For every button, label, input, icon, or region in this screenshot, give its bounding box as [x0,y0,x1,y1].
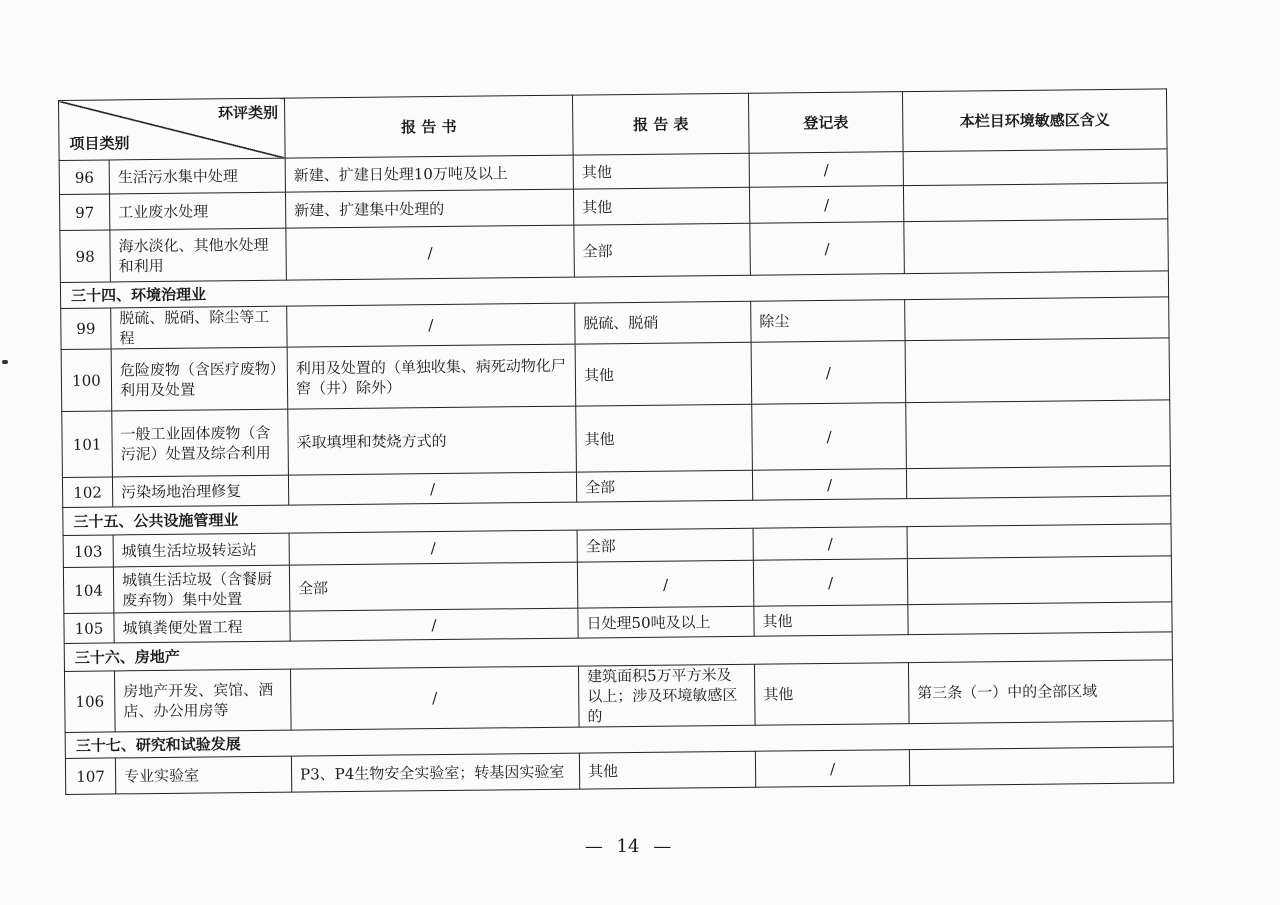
category-title: 三十六、房地产 [64,632,1172,672]
row-number: 100 [61,349,112,412]
project-name: 房地产开发、宾馆、酒店、办公用房等 [114,669,291,732]
category-title: 三十七、研究和试验发展 [65,721,1173,759]
category-title: 三十五、公共设施管理业 [63,496,1171,536]
register-cell: / [755,750,909,788]
sensitive-area-cell [905,338,1170,403]
report-form-cell: 全部 [577,528,753,562]
register-cell: / [751,341,906,405]
page-dash-right: — [653,836,672,857]
sensitive-area-cell [909,747,1173,786]
row-number: 105 [64,613,114,644]
report-form-cell: 其他 [573,187,749,225]
project-name: 城镇生活垃圾转运站 [113,533,289,567]
sensitive-area-cell [907,524,1171,559]
project-name: 脱硫、脱硝、除尘等工程 [111,306,287,349]
register-cell: / [752,469,906,501]
report-form-cell: 全部 [574,223,751,277]
row-number: 107 [65,758,115,795]
report-form-cell: / [577,560,753,608]
project-name: 专业实验室 [115,756,291,794]
report-book-cell: P3、P4生物安全实验室；转基因实验室 [291,753,579,792]
col-report-book: 报 告 书 [284,95,573,158]
report-book-cell: / [290,666,579,730]
project-name: 城镇粪便处置工程 [114,611,290,643]
table-row [64,660,1173,733]
register-cell: 除尘 [751,300,905,343]
register-cell: 其他 [754,663,909,726]
sensitive-area-cell [906,466,1170,499]
row-number: 97 [59,194,109,231]
project-name: 污染场地治理修复 [112,475,288,507]
register-cell: / [749,186,903,224]
register-cell: / [749,152,903,188]
project-name: 海水淡化、其他水处理和利用 [110,228,287,282]
report-book-cell: / [287,303,575,347]
col-sensitive-area: 本栏目环境敏感区含义 [902,89,1167,152]
row-number: 102 [62,477,112,508]
col-report-form: 报 告 表 [572,93,749,155]
register-cell: 其他 [754,605,908,637]
sensitive-area-cell [904,219,1169,274]
col-register: 登记表 [748,92,903,154]
table-row [62,400,1171,478]
project-name: 危险废物（含医疗废物）利用及处置 [111,347,288,411]
eia-category-label: 环评类别 [218,103,279,123]
sensitive-area-cell [908,602,1172,635]
page-dash-left: — [584,836,603,857]
report-book-cell: 新建、扩建集中处理的 [285,189,573,228]
report-book-cell: 新建、扩建日处理10万吨及以上 [285,155,573,192]
page-number-value: 14 [616,836,640,857]
register-cell: / [750,222,905,276]
row-number: 101 [62,411,113,478]
report-book-cell: 全部 [289,562,577,611]
report-form-cell: 其他 [575,342,752,406]
row-number: 106 [64,671,115,733]
register-cell: / [753,527,907,561]
sensitive-area-cell [903,183,1167,222]
row-number: 99 [61,308,111,350]
project-category-label: 项目类别 [69,134,130,153]
row-number: 103 [63,535,113,568]
row-number: 96 [59,160,109,195]
report-book-cell: 利用及处置的（单独收集、病死动物化尸窖（井）除外） [287,344,576,409]
sensitive-area-cell [907,556,1171,605]
sensitive-area-cell [905,297,1169,341]
sensitive-area-cell [903,149,1167,186]
report-form-cell: 日处理50吨及以上 [578,606,754,638]
scan-speck [2,360,8,364]
report-book-cell: 采取填埋和焚烧方式的 [288,406,577,475]
report-form-cell: 其他 [579,751,755,789]
register-cell: / [753,559,907,607]
project-name: 工业废水处理 [109,192,285,230]
report-form-cell: 全部 [576,470,752,502]
table-row [61,338,1170,412]
project-name: 一般工业固体废物（含污泥）处置及综合利用 [112,409,289,477]
report-form-cell: 其他 [573,153,749,189]
sensitive-area-cell: 第三条（一）中的全部区域 [908,660,1173,724]
report-book-cell: / [290,608,578,641]
report-form-cell: 建筑面积5万平方米及以上；涉及环境敏感区的 [578,664,755,727]
report-form-cell: 脱硫、脱硝 [575,301,751,344]
category-title: 三十四、环境治理业 [60,271,1168,309]
row-number: 98 [60,230,111,283]
report-book-cell: / [289,530,577,565]
page-number [0,836,1256,857]
regulation-table-sheet [58,88,1173,795]
eia-classification-table [58,88,1174,795]
report-form-cell: 其他 [576,404,753,472]
register-cell: / [752,403,907,471]
row-number: 104 [63,567,113,614]
report-book-cell: / [288,472,576,505]
report-book-cell: / [286,225,575,280]
project-name: 生活污水集中处理 [109,158,285,194]
project-name: 城镇生活垃圾（含餐厨废弃物）集中处置 [113,565,289,613]
diagonal-header-cell [59,98,286,160]
sensitive-area-cell [906,400,1171,469]
